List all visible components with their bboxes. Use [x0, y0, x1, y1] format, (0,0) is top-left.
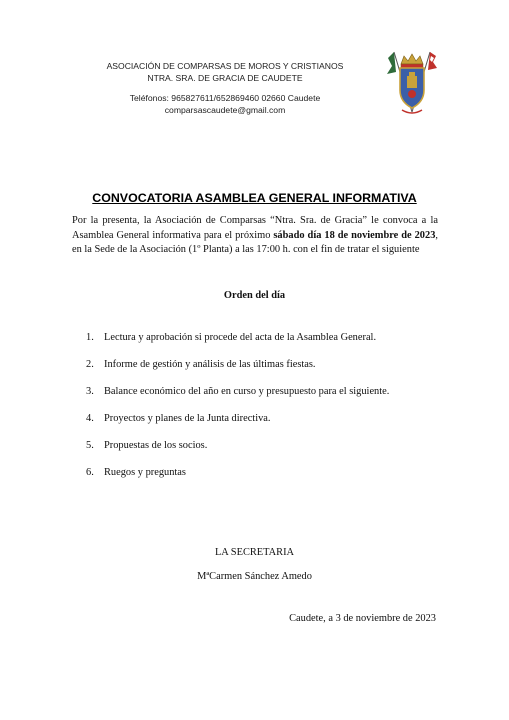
page-title: CONVOCATORIA ASAMBLEA GENERAL INFORMATIVA	[92, 191, 417, 205]
item-text: Propuestas de los socios.	[104, 440, 208, 451]
list-item	[86, 359, 316, 370]
signature-name: MªCarmen Sánchez Amedo	[197, 571, 312, 582]
list-item	[86, 440, 207, 451]
item-number: 2.	[86, 359, 94, 370]
phone-numbers: Teléfonos: 965827611/652869460 02660 Caudete	[129, 93, 321, 103]
agenda-heading: Orden del día	[223, 290, 286, 301]
item-text: Lectura y aprobación si procede del acta de la Asamblea General.	[104, 332, 377, 343]
intro-line-2-end: ,	[435, 229, 438, 241]
item-number: 5.	[86, 440, 94, 451]
meeting-date: sábado día 18 de noviembre de 2023	[273, 229, 436, 241]
list-item	[86, 413, 271, 424]
date-place: Caudete, a 3 de noviembre de 2023	[289, 613, 436, 624]
email-address: comparsascaudete@gmail.com	[164, 105, 286, 115]
letterhead	[0, 0, 509, 130]
item-text: Informe de gestión y análisis de las últimas fiestas.	[104, 359, 316, 370]
item-text: Ruegos y preguntas	[104, 467, 186, 478]
list-item	[86, 332, 376, 343]
item-number: 3.	[86, 386, 94, 397]
item-text: Proyectos y planes de la Junta directiva.	[104, 413, 271, 424]
intro-line-1: Por la presenta, la Asociación de Comparsas “Ntra. Sra. de Gracia” le convoca a la	[72, 215, 438, 226]
item-number: 4.	[86, 413, 94, 424]
list-item	[86, 467, 186, 478]
intro-line-2-text: Asamblea General informativa para el próximo	[72, 229, 274, 241]
association-name: ASOCIACIÓN DE COMPARSAS DE MOROS Y CRISTIANOS	[106, 61, 344, 71]
association-subname: NTRA. SRA. DE GRACIA DE CAUDETE	[147, 73, 303, 83]
item-number: 1.	[86, 332, 94, 343]
item-text: Balance económico del año en curso y presupuesto para el siguiente.	[104, 386, 390, 397]
intro-line-2	[72, 229, 438, 244]
item-number: 6.	[86, 467, 94, 478]
list-item	[86, 386, 389, 397]
intro-line-3: en la Sede de la Asociación (1º Planta) a las 17:00 h. con el fin de tratar el siguiente	[72, 244, 420, 256]
intro-paragraph	[72, 214, 438, 258]
coat-of-arms-icon	[386, 48, 438, 120]
signature-role: LA SECRETARIA	[214, 547, 295, 558]
